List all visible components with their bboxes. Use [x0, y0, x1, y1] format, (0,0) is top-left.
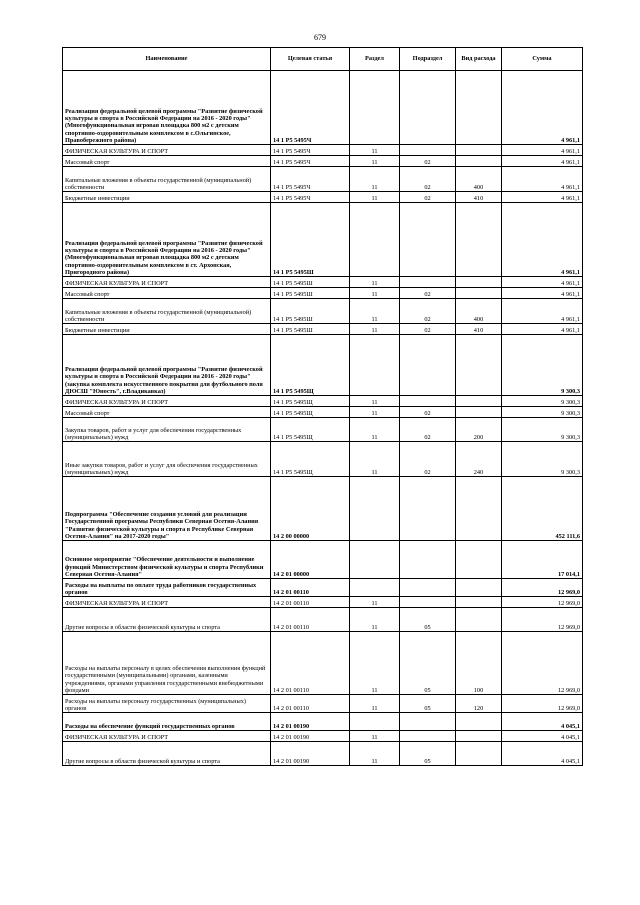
row-sum: 4 961,1	[502, 192, 583, 203]
table-row	[63, 167, 583, 192]
row-subsection	[400, 396, 456, 407]
row-expense-type: 400	[456, 167, 502, 192]
row-expense-type	[456, 156, 502, 167]
row-sum: 9 300,3	[502, 418, 583, 442]
row-section: 11	[350, 396, 400, 407]
row-subsection: 02	[400, 418, 456, 442]
row-name: Бюджетные инвестиции	[63, 324, 271, 335]
row-target-article: 14 1 P5 5495Ч	[271, 192, 350, 203]
row-name: Закупка товаров, работ и услуг для обеспечения государственных (муниципальных) нужд	[63, 418, 271, 442]
header-expense-type: Вид расхода	[456, 48, 502, 71]
row-subsection: 02	[400, 192, 456, 203]
row-target-article: 14 2 01 00110	[271, 597, 350, 608]
row-subsection	[400, 713, 456, 731]
row-target-article: 14 1 P5 5495Ч	[271, 156, 350, 167]
table-row	[63, 407, 583, 418]
row-name: Бюджетные инвестиции	[63, 192, 271, 203]
row-section: 11	[350, 418, 400, 442]
table-row	[63, 608, 583, 632]
row-sum: 4 961,1	[502, 203, 583, 277]
table-row	[63, 695, 583, 713]
row-sum: 9 300,3	[502, 442, 583, 477]
row-name: Расходы на обеспечение функций государственных органов	[63, 713, 271, 731]
table-row	[63, 335, 583, 396]
row-expense-type	[456, 731, 502, 742]
row-subsection: 02	[400, 156, 456, 167]
row-subsection: 02	[400, 324, 456, 335]
table-row	[63, 396, 583, 407]
page-number: 679	[314, 33, 326, 42]
row-section: 11	[350, 277, 400, 288]
row-name: Массовый спорт	[63, 156, 271, 167]
row-subsection	[400, 477, 456, 541]
row-name: Основное мероприятие "Обеспечение деятельности и выполнение функций Министерством физической культуры и спорта Республики Северная Осетия-Алания"	[63, 541, 271, 579]
row-target-article: 14 2 01 00110	[271, 632, 350, 695]
row-section: 11	[350, 608, 400, 632]
row-target-article: 14 1 P5 5495Щ	[271, 407, 350, 418]
row-target-article: 14 2 01 00190	[271, 742, 350, 766]
row-section	[350, 71, 400, 145]
row-target-article: 14 1 P5 5495Ш	[271, 299, 350, 324]
table-row	[63, 277, 583, 288]
row-name: Массовый спорт	[63, 407, 271, 418]
row-target-article: 14 2 00 00000	[271, 477, 350, 541]
row-subsection: 02	[400, 167, 456, 192]
table-row	[63, 418, 583, 442]
row-target-article: 14 1 P5 5495Ш	[271, 203, 350, 277]
row-section: 11	[350, 192, 400, 203]
table-row	[63, 597, 583, 608]
row-section	[350, 713, 400, 731]
row-sum: 4 961,1	[502, 145, 583, 156]
row-expense-type	[456, 396, 502, 407]
row-expense-type	[456, 145, 502, 156]
row-name: Другие вопросы в области физической культуры и спорта	[63, 742, 271, 766]
table-row	[63, 324, 583, 335]
row-expense-type	[456, 203, 502, 277]
row-section: 11	[350, 695, 400, 713]
row-name: Иные закупки товаров, работ и услуг для обеспечения государственных (муниципальных) нужд	[63, 442, 271, 477]
row-section: 11	[350, 288, 400, 299]
row-sum: 4 045,1	[502, 713, 583, 731]
row-expense-type: 200	[456, 418, 502, 442]
row-expense-type: 410	[456, 324, 502, 335]
row-subsection	[400, 145, 456, 156]
row-target-article: 14 2 01 00190	[271, 713, 350, 731]
row-subsection: 02	[400, 407, 456, 418]
row-sum: 9 300,3	[502, 335, 583, 396]
row-section: 11	[350, 442, 400, 477]
row-name: Капитальные вложения в объекты государственной (муниципальной) собственности	[63, 299, 271, 324]
row-section: 11	[350, 597, 400, 608]
row-sum: 12 969,0	[502, 695, 583, 713]
row-expense-type: 100	[456, 632, 502, 695]
row-section	[350, 541, 400, 579]
table-row	[63, 731, 583, 742]
header-target-article: Целевая статья	[271, 48, 350, 71]
row-expense-type	[456, 288, 502, 299]
row-name: ФИЗИЧЕСКАЯ КУЛЬТУРА И СПОРТ	[63, 597, 271, 608]
row-target-article: 14 2 01 00110	[271, 695, 350, 713]
row-target-article: 14 1 P5 5495Ч	[271, 71, 350, 145]
table-row	[63, 203, 583, 277]
row-name: Расходы на выплаты персоналу в целях обеспечения выполнения функций государственными (муниципальными) органами, казенными учреждениями, органами управления государственными внебюджетными фондами	[63, 632, 271, 695]
row-sum: 4 961,1	[502, 324, 583, 335]
row-sum: 4 961,1	[502, 71, 583, 145]
row-expense-type	[456, 71, 502, 145]
row-subsection	[400, 579, 456, 597]
row-section: 11	[350, 167, 400, 192]
row-section: 11	[350, 299, 400, 324]
row-subsection: 02	[400, 288, 456, 299]
row-section: 11	[350, 632, 400, 695]
row-target-article: 14 1 P5 5495Щ	[271, 396, 350, 407]
table-row	[63, 288, 583, 299]
row-name: ФИЗИЧЕСКАЯ КУЛЬТУРА И СПОРТ	[63, 396, 271, 407]
row-subsection	[400, 541, 456, 579]
row-expense-type	[456, 335, 502, 396]
row-name: ФИЗИЧЕСКАЯ КУЛЬТУРА И СПОРТ	[63, 731, 271, 742]
row-expense-type	[456, 608, 502, 632]
table-body	[63, 71, 583, 766]
row-name: ФИЗИЧЕСКАЯ КУЛЬТУРА И СПОРТ	[63, 145, 271, 156]
row-sum: 4 961,1	[502, 288, 583, 299]
row-sum: 4 961,1	[502, 167, 583, 192]
row-sum: 452 111,6	[502, 477, 583, 541]
row-subsection	[400, 731, 456, 742]
row-sum: 12 969,0	[502, 632, 583, 695]
table-row	[63, 156, 583, 167]
row-target-article: 14 1 P5 5495Щ	[271, 418, 350, 442]
row-expense-type	[456, 742, 502, 766]
header-name: Наименование	[63, 48, 271, 71]
table-row	[63, 442, 583, 477]
row-target-article: 14 1 P5 5495Щ	[271, 442, 350, 477]
row-sum: 4 961,1	[502, 156, 583, 167]
row-section	[350, 579, 400, 597]
table-row	[63, 145, 583, 156]
row-expense-type	[456, 277, 502, 288]
table-row	[63, 632, 583, 695]
row-subsection	[400, 203, 456, 277]
row-subsection	[400, 277, 456, 288]
row-name: Расходы на выплаты персоналу государственных (муниципальных) органов	[63, 695, 271, 713]
row-expense-type	[456, 407, 502, 418]
row-name: Подпрограмма "Обеспечение создания условий для реализации Государственной программы Республики Северная Осетия-Алания "Развитие физической культуры и спорта в Республике Северная Осетия-Алания" на 2017-2020 годы"	[63, 477, 271, 541]
table-row	[63, 742, 583, 766]
row-sum: 12 969,0	[502, 608, 583, 632]
row-target-article: 14 2 01 00110	[271, 608, 350, 632]
row-sum: 4 045,1	[502, 742, 583, 766]
table-row	[63, 477, 583, 541]
budget-table	[62, 47, 583, 766]
row-name: Реализация федеральной целевой программы "Развитие физической культуры и спорта в Российской Федерации на 2016 - 2020 годы"(Многофункциональная игровая площадка 800 м2 с детским спортивно-оздоровительным комплексом в с.Ольгинское, Правобережного района)	[63, 71, 271, 145]
row-target-article: 14 1 P5 5495Ш	[271, 324, 350, 335]
row-subsection: 05	[400, 695, 456, 713]
row-name: Реализация федеральной целевой программы "Развитие физической культуры и спорта в Российской Федерации на 2016 - 2020 годы"(закупка комплекта искусственного покрытия для футбольного поля ДЮСШ "Юность", г.Владикавказ)	[63, 335, 271, 396]
row-target-article: 14 2 01 00190	[271, 731, 350, 742]
row-sum: 4 961,1	[502, 277, 583, 288]
header-section: Раздел	[350, 48, 400, 71]
row-sum: 9 300,3	[502, 396, 583, 407]
row-sum: 17 014,1	[502, 541, 583, 579]
row-sum: 4 045,1	[502, 731, 583, 742]
row-expense-type	[456, 713, 502, 731]
table-row	[63, 579, 583, 597]
row-name: Расходы на выплаты по оплате труда работников государственных органов	[63, 579, 271, 597]
row-expense-type: 400	[456, 299, 502, 324]
row-subsection	[400, 71, 456, 145]
row-section	[350, 335, 400, 396]
table-row	[63, 71, 583, 145]
row-target-article: 14 2 01 00110	[271, 579, 350, 597]
header-sum: Сумма	[502, 48, 583, 71]
row-target-article: 14 1 P5 5495Ч	[271, 145, 350, 156]
row-name: ФИЗИЧЕСКАЯ КУЛЬТУРА И СПОРТ	[63, 277, 271, 288]
table-row	[63, 299, 583, 324]
row-sum: 9 300,3	[502, 407, 583, 418]
row-section: 11	[350, 156, 400, 167]
row-name: Реализация федеральной целевой программы "Развитие физической культуры и спорта в Российской Федерации на 2016 - 2020 годы"(Многофункциональная игровая площадка 800 м2 с детским спортивно-оздоровительным комплексом в ст. Архонская, Пригородного района)	[63, 203, 271, 277]
row-expense-type	[456, 597, 502, 608]
row-section: 11	[350, 145, 400, 156]
table-row	[63, 541, 583, 579]
row-subsection	[400, 597, 456, 608]
row-expense-type: 410	[456, 192, 502, 203]
row-section	[350, 203, 400, 277]
row-expense-type: 120	[456, 695, 502, 713]
table-header-row	[63, 48, 583, 71]
row-subsection: 02	[400, 442, 456, 477]
row-sum: 12 969,0	[502, 579, 583, 597]
row-subsection: 05	[400, 608, 456, 632]
row-name: Другие вопросы в области физической культуры и спорта	[63, 608, 271, 632]
table-row	[63, 192, 583, 203]
row-expense-type	[456, 579, 502, 597]
row-section: 11	[350, 324, 400, 335]
row-section: 11	[350, 731, 400, 742]
table-row	[63, 713, 583, 731]
row-sum: 12 969,0	[502, 597, 583, 608]
row-subsection: 05	[400, 742, 456, 766]
row-section: 11	[350, 742, 400, 766]
row-expense-type	[456, 477, 502, 541]
row-target-article: 14 1 P5 5495Ш	[271, 277, 350, 288]
row-section: 11	[350, 407, 400, 418]
row-name: Капитальные вложения в объекты государственной (муниципальной) собственности	[63, 167, 271, 192]
row-target-article: 14 1 P5 5495Ш	[271, 288, 350, 299]
row-subsection: 02	[400, 299, 456, 324]
row-section	[350, 477, 400, 541]
row-subsection: 05	[400, 632, 456, 695]
row-expense-type	[456, 541, 502, 579]
row-name: Массовый спорт	[63, 288, 271, 299]
row-target-article: 14 1 P5 5495Ч	[271, 167, 350, 192]
row-target-article: 14 1 P5 5495Щ	[271, 335, 350, 396]
row-target-article: 14 2 01 00000	[271, 541, 350, 579]
row-subsection	[400, 335, 456, 396]
header-subsection: Подраздел	[400, 48, 456, 71]
row-expense-type: 240	[456, 442, 502, 477]
row-sum: 4 961,1	[502, 299, 583, 324]
